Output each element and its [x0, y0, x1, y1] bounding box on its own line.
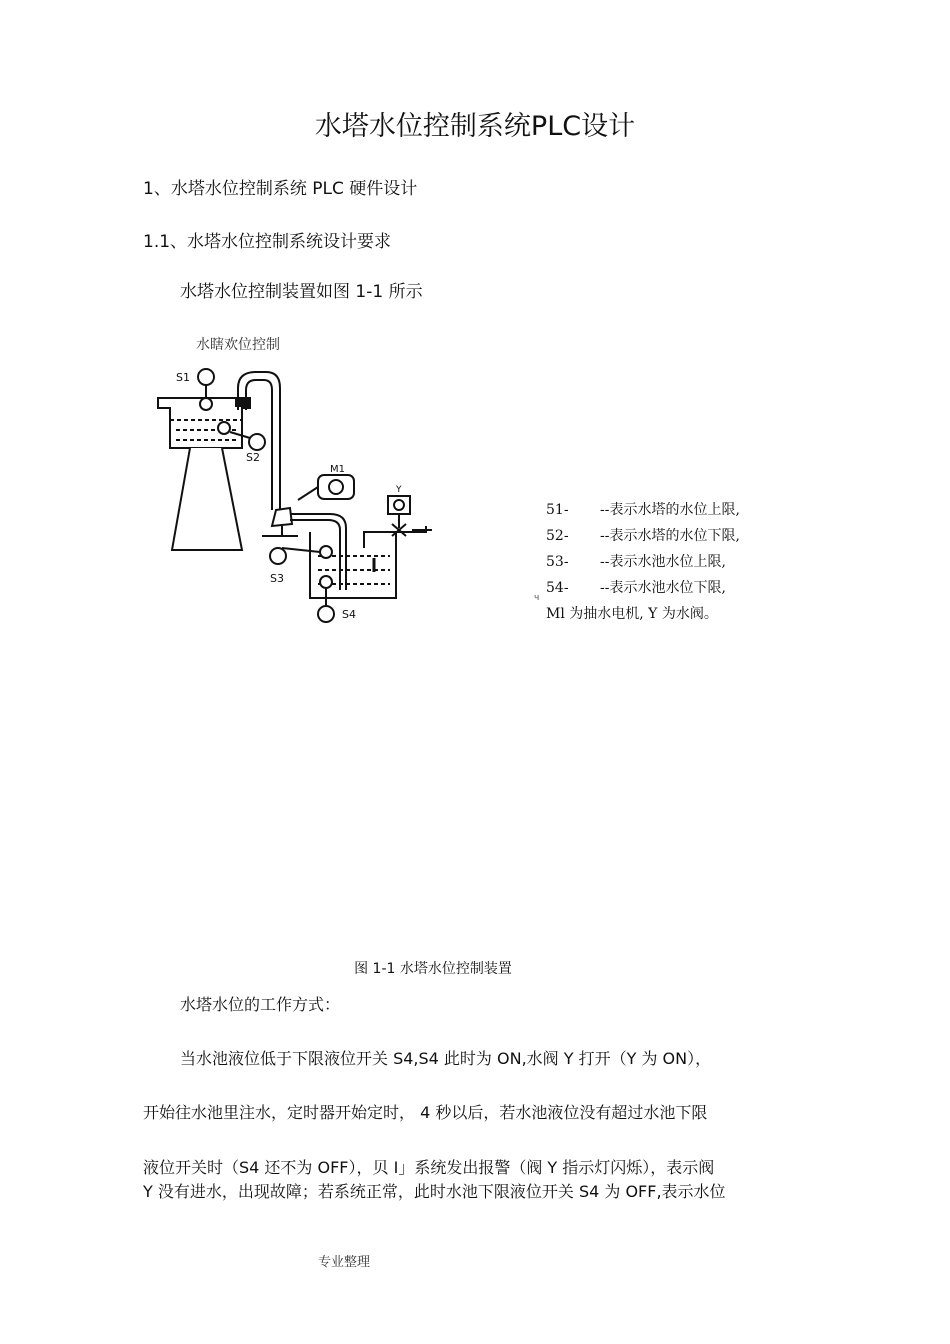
intro-paragraph: 水塔水位控制装置如图 1-1 所示: [180, 282, 423, 302]
legend-note: Ml 为抽水电机, Y 为水阀。: [546, 606, 718, 622]
s4-label: S4: [342, 608, 356, 621]
figure-caption: 图 1-1 水塔水位控制装置: [354, 961, 512, 977]
s2-label: S2: [246, 451, 260, 464]
section-heading-1: 1、水塔水位控制系统 PLC 硬件设计: [143, 179, 418, 199]
legend-row: 51- --表示水塔的水位上限,: [546, 502, 740, 518]
section-heading-1-1: 1.1、水塔水位控制系统设计要求: [143, 232, 392, 252]
s2-sensor: [249, 434, 265, 450]
tower-base: [172, 448, 242, 550]
s3-sensor: [270, 548, 286, 564]
s1-label: S1: [176, 371, 190, 384]
stray-mark: ч: [534, 593, 540, 603]
y-valve-head: [388, 496, 410, 514]
pump: [272, 508, 292, 526]
figure-label: 水瞎欢位控制: [196, 337, 280, 353]
paragraph-line: Y 没有进水，出现故障；若系统正常，此时水池下限液位开关 S4 为 OFF,表示水位: [143, 1182, 726, 1201]
s4-sensor: [318, 606, 334, 622]
page-footer: 专业整理: [318, 1255, 371, 1270]
paragraph-line: 液位开关时（S4 还不为 OFF），贝 I」系统发出报警（阀 Y 指示灯闪烁），表示阀: [143, 1158, 715, 1177]
m1-motor: [318, 475, 354, 499]
water-tower-diagram: [150, 360, 450, 630]
s1-sensor: [198, 369, 214, 385]
s3-label: S3: [270, 572, 284, 585]
legend-row: 52- --表示水塔的水位下限,: [546, 528, 740, 544]
paragraph-line: 开始往水池里注水，定时器开始定时， 4 秒以后，若水池液位没有超过水池下限: [143, 1103, 708, 1122]
legend-row: 54- --表示水池水位下限,: [546, 580, 726, 596]
legend-row: 53- --表示水池水位上限,: [546, 554, 726, 570]
work-mode-heading: 水塔水位的工作方式：: [180, 995, 341, 1014]
figure-legend: [546, 497, 740, 627]
document-title: 水塔水位控制系统PLC设计: [314, 111, 636, 142]
riser-pipe: [238, 372, 280, 510]
m1-label: M1: [330, 464, 345, 475]
y-label: Y: [396, 485, 402, 495]
paragraph-line: 当水池液位低于下限液位开关 S4,S4 此时为 ON,水阀 Y 打开（Y 为 ON），: [180, 1049, 712, 1068]
